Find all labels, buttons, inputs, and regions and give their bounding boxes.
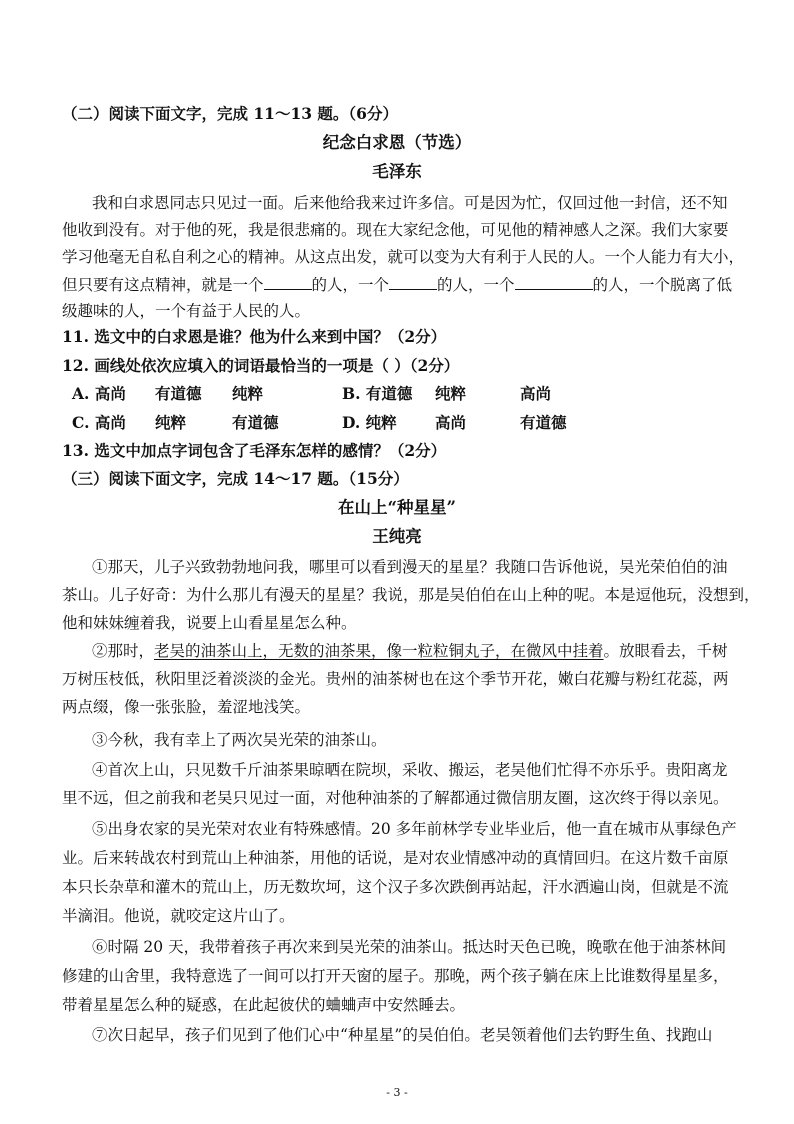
blank-line-text-1: 但只要有这点精神，就是一个 [62,276,264,294]
option-d-3: 有道德 [520,413,567,432]
option-c-2: 纯粹 [155,413,187,432]
passage-2-line: 茶山。儿子好奇：为什么那儿有漫天的星星？我说，那是吴伯伯在山上种的呢。本是逗他玩，没想到， [62,586,760,604]
passage-2-line: ⑥时隔 20 天，我带着孩子再次来到吴光荣的油茶山。抵达时天色已晚，晚歌在他于油茶林间 [92,938,727,956]
passage-2-line: 本只长杂草和灌木的荒山上，历无数坎坷，这个汉子多次跌倒再站起，汗水洒遍山岗，但就是不流 [62,878,729,896]
fill-blank-2[interactable] [389,273,437,290]
section-3-heading: （三）阅读下面文字，完成 14～17 题。（15分） [62,469,409,488]
passage-2-line: 万树压枝低，秋阳里泛着淡淡的金光。贵州的油茶树也在这个季节开花，嫩白花瓣与粉红花蕊，两 [62,670,729,688]
question-13: 13. 选文中加点字词包含了毛泽东怎样的感情？（2分） [62,441,447,460]
blank-line-text-4: 的人，一个脱离了低 [592,276,733,294]
para-2-start: ②那时， [92,642,155,660]
passage-2-line: 修建的山舍里，我特意选了一间可以打开天窗的屋子。那晚，两个孩子躺在床上比谁数得星星多， [62,967,729,985]
para-2-rest: 。放眼看去，千树 [603,642,728,660]
passage-2-underlined-line [92,640,728,662]
passage-2-line: 里不远，但之前我和老吴只见过一面，对他种油茶的了解都通过微信朋友圈，这次终于得以亲见。 [62,789,729,807]
passage-1-line: 我和白求恩同志只见过一面。后来他给我来过许多信。可是因为忙，仅回过他一封信，还不知 [92,194,728,212]
passage-2-line: 半滴泪。他说，就咬定这片山了。 [62,907,295,925]
option-b-1: B. 有道德 [342,384,413,403]
section-2-heading: （二）阅读下面文字，完成 11～13 题。（6分） [62,104,398,123]
passage-2-line: ④首次上山，只见数千斤油茶果晾晒在院坝，采收、搬运，老吴他们忙得不亦乐乎。贵阳离龙 [92,761,728,779]
question-12: 12. 画线处依次应填入的词语最恰当的一项是（ ）（2分） [62,356,460,375]
passage-2-line: ①那天，儿子兴致勃勃地问我，哪里可以看到漫天的星星？我随口告诉他说，吴光荣伯伯的油 [92,558,728,576]
passage-2-line: ⑦次日起早，孩子们见到了他们心中“种星星”的吴伯伯。老吴领着他们去钓野生鱼、找跑山 [92,1026,713,1044]
option-b-3: 高尚 [520,384,552,403]
passage-1-line: 他收到没有。对于他的死，我是很悲痛的。现在大家纪念他，可见他的精神感人之深。我们大家要 [62,221,729,239]
passage-2-author: 王纯亮 [372,527,422,546]
fill-blank-3[interactable] [515,273,593,290]
question-11: 11. 选文中的白求恩是谁？他为什么来到中国？（2分） [62,327,447,346]
blank-line-text-2: 的人，一个 [311,276,390,294]
fill-blank-1[interactable] [264,273,312,290]
option-d-2: 高尚 [435,413,467,432]
option-d-1: D. 纯粹 [342,413,397,432]
passage-2-line: ③今秋，我有幸上了两次吴光荣的油茶山。 [92,731,387,749]
passage-1-author: 毛泽东 [372,162,422,181]
passage-2-line: 业。后来转战农村到荒山上种油茶，用他的话说，是对农业情感冲动的真情回归。在这片数千亩原 [62,849,729,867]
option-a-1: A. 高尚 [72,384,126,403]
passage-2-line: 他和妹妹缠着我，说要上山看星星怎么种。 [62,614,357,632]
option-a-2: 有道德 [155,384,202,403]
passage-2-line: 两点缀，像一张张脸，羞涩地浅笑。 [62,698,311,716]
option-c-3: 有道德 [232,413,279,432]
underlined-sentence: 老吴的油茶山上，无数的油茶果，像一粒粒铜丸子，在微风中挂着 [154,642,604,660]
passage-1-blank-line [62,273,732,296]
option-b-2: 纯粹 [435,384,467,403]
passage-2-line: 带着星星怎么种的疑惑，在此起彼伏的蛐蛐声中安然睡去。 [62,996,466,1014]
passage-2-title: 在山上“种星星” [338,498,456,517]
option-c-1: C. 高尚 [72,413,126,432]
passage-1-line: 级趣味的人，一个有益于人民的人。 [62,302,311,320]
passage-1-title: 纪念白求恩（节选） [322,133,472,152]
page-number: - 3 - [386,1086,408,1099]
passage-2-line: ⑤出身农家的吴光荣对农业有特殊感情。20 多年前林学专业毕业后，他一直在城市从事绿色产 [92,820,737,838]
blank-line-text-3: 的人，一个 [437,276,515,294]
option-a-3: 纯粹 [232,384,264,403]
passage-1-line: 学习他毫无自私自利之心的精神。从这点出发，就可以变为大有利于人民的人。一个人能力有大小， [62,248,745,266]
